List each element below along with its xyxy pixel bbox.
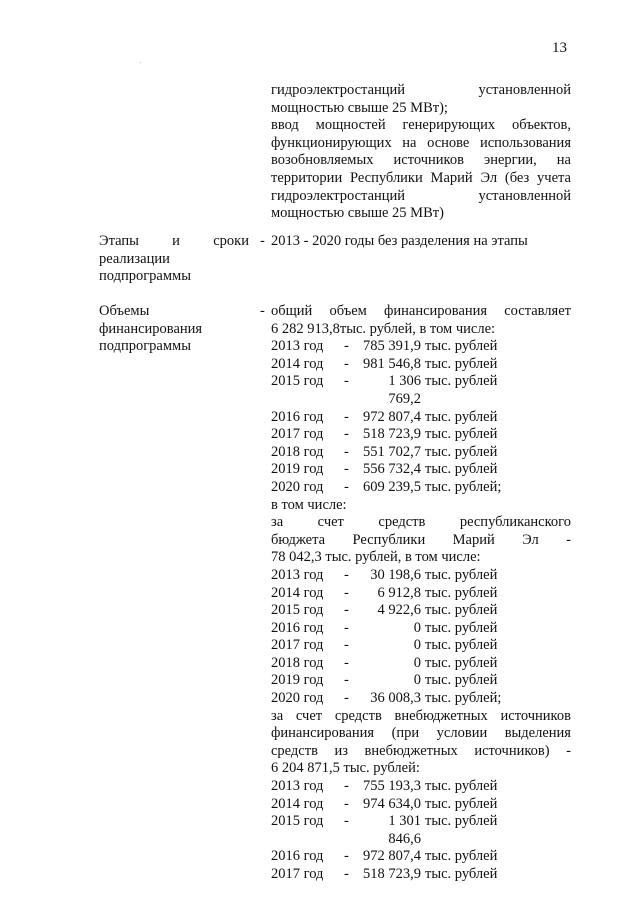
unit-cell: тыс. рублей <box>425 778 498 795</box>
year-cell: 2017 год <box>271 426 324 443</box>
year-amount-row <box>271 461 571 479</box>
amount-cell: 518 723,9 <box>363 866 421 882</box>
amount-cell: 0 <box>413 637 421 654</box>
unit-cell: тыс. рублей <box>425 566 498 583</box>
separator-cell: - <box>344 584 349 601</box>
year-amount-row <box>271 356 571 374</box>
unit-cell: тыс. рублей <box>425 338 498 355</box>
text-line <box>271 532 571 550</box>
year-cell: 2018 год <box>271 654 324 671</box>
year-amount-row <box>271 338 571 356</box>
word: Марий <box>430 169 473 186</box>
word: за <box>271 514 284 531</box>
year-cell: 2016 год <box>271 619 324 636</box>
word: выделения <box>504 725 571 742</box>
stages-dash: - <box>260 233 265 249</box>
amount-cell: 972 807,4 <box>363 408 421 425</box>
text-line <box>271 152 571 170</box>
year-cell: 2013 год <box>271 778 324 795</box>
scan-speck <box>140 62 141 63</box>
label-line: финансирования <box>99 320 203 337</box>
word: средств <box>271 742 318 759</box>
word: - <box>566 742 571 759</box>
unit-cell: тыс. рублей; <box>425 690 502 707</box>
unit-cell: тыс. рублей <box>425 654 498 671</box>
year-cell: 2015 год <box>271 373 324 390</box>
word: условии <box>436 725 488 742</box>
amount-cell: 1 306 769,2 <box>388 373 421 407</box>
year-amount-row <box>271 690 571 708</box>
year-amount-row <box>271 602 571 620</box>
year-amount-row <box>271 444 571 462</box>
year-cell: 2016 год <box>271 848 324 865</box>
unit-cell: тыс. рублей <box>425 355 498 372</box>
text-line: 6 282 913,8тыс. рублей, в том числе: <box>271 320 496 337</box>
amount-cell: 4 922,6 <box>377 602 421 619</box>
unit-cell: тыс. рублей <box>425 461 498 478</box>
year-amount-row <box>271 409 571 427</box>
amount-cell: 0 <box>413 619 421 636</box>
stages-label <box>99 233 249 286</box>
year-amount-row <box>271 373 571 408</box>
separator-cell: - <box>344 654 349 671</box>
unit-cell: тыс. рублей <box>425 619 498 636</box>
word: (без <box>504 169 530 186</box>
year-amount-row <box>271 813 571 848</box>
word: средств <box>378 514 426 531</box>
text-line <box>271 743 571 761</box>
word: на <box>556 152 571 169</box>
word: республиканского <box>459 514 571 531</box>
year-cell: 2019 год <box>271 672 324 689</box>
word: объектов, <box>512 117 571 134</box>
stages-value <box>271 233 571 251</box>
word: Этапы <box>99 233 139 249</box>
word: учета <box>537 169 571 186</box>
unit-cell: тыс. рублей <box>425 672 498 689</box>
word: (при <box>391 725 420 742</box>
year-cell: 2016 год <box>271 408 324 425</box>
text-line <box>271 514 571 532</box>
amount-cell: 1 301 846,6 <box>388 813 421 847</box>
amount-cell: 974 634,0 <box>363 795 421 812</box>
separator-cell: - <box>344 848 349 865</box>
year-cell: 2019 год <box>271 461 324 478</box>
text-line <box>271 82 571 100</box>
unit-cell: тыс. рублей <box>425 602 498 619</box>
year-cell: 2014 год <box>271 795 324 812</box>
year-amount-row <box>271 585 571 603</box>
total-year-list <box>271 338 571 496</box>
word: мощностей <box>315 117 386 134</box>
word: установленной <box>478 187 571 204</box>
year-amount-row <box>271 567 571 585</box>
word: счет <box>295 707 323 724</box>
amount-cell: 0 <box>413 672 421 689</box>
word: средств <box>334 707 382 724</box>
separator-cell: - <box>344 373 349 390</box>
year-cell: 2020 год <box>271 478 324 495</box>
financing-content <box>271 303 571 884</box>
amount-cell: 755 193,3 <box>363 778 421 795</box>
word: внебюджетных <box>394 707 488 724</box>
separator-cell: - <box>344 637 349 654</box>
extrabudget-year-list <box>271 778 571 884</box>
separator-cell: - <box>344 443 349 460</box>
unit-cell: тыс. рублей <box>425 584 498 601</box>
separator-cell: - <box>344 426 349 443</box>
year-cell: 2015 год <box>271 813 324 830</box>
separator-cell: - <box>344 338 349 355</box>
year-cell: 2014 год <box>271 584 324 601</box>
separator-cell: - <box>344 461 349 478</box>
unit-cell: тыс. рублей <box>425 637 498 654</box>
label-line: Объемы <box>99 303 150 319</box>
amount-cell: 551 702,7 <box>363 443 421 460</box>
including-line: в том числе: <box>271 496 347 513</box>
text-line: мощностью свыше 25 МВт) <box>271 205 444 222</box>
year-amount-row <box>271 655 571 673</box>
stages-value-text: 2013 - 2020 годы без разделения на этапы <box>271 233 528 249</box>
word: за <box>271 707 284 724</box>
year-amount-row <box>271 426 571 444</box>
label-line: подпрограммы <box>99 268 191 285</box>
text-line <box>271 708 571 726</box>
year-cell: 2017 год <box>271 637 324 654</box>
financing-dash: - <box>260 303 265 319</box>
text-line: 6 204 871,5 тыс. рублей: <box>271 760 420 777</box>
unit-cell: тыс. рублей <box>425 848 498 865</box>
text-line <box>271 135 571 153</box>
year-cell: 2017 год <box>271 866 324 882</box>
word: энергии, <box>483 152 537 169</box>
word: источников) <box>474 742 550 759</box>
separator-cell: - <box>344 478 349 495</box>
amount-cell: 36 008,3 <box>370 690 421 707</box>
word: возобновляемых <box>271 152 374 169</box>
text-line <box>271 117 571 135</box>
separator-cell: - <box>344 602 349 619</box>
separator-cell: - <box>344 408 349 425</box>
word: территории <box>271 169 343 186</box>
word: генерирующих <box>402 117 496 134</box>
year-amount-row <box>271 637 571 655</box>
word: счет <box>317 514 344 531</box>
year-cell: 2013 год <box>271 566 324 583</box>
word: из <box>334 742 348 759</box>
unit-cell: тыс. рублей <box>425 795 498 812</box>
label-line: подпрограммы <box>99 338 191 355</box>
word: составляет <box>504 303 571 319</box>
text-line: мощностью свыше 25 МВт); <box>271 99 448 116</box>
word: Эл <box>522 531 539 548</box>
word: бюджета <box>271 531 326 548</box>
amount-cell: 609 239,5 <box>363 478 421 495</box>
separator-cell: - <box>344 566 349 583</box>
amount-cell: 981 546,8 <box>363 355 421 372</box>
label-line: реализации <box>99 250 170 267</box>
separator-cell: - <box>344 813 349 830</box>
year-amount-row <box>271 796 571 814</box>
word: использования <box>479 134 571 151</box>
year-cell: 2018 год <box>271 443 324 460</box>
year-amount-row <box>271 620 571 638</box>
separator-cell: - <box>344 778 349 795</box>
separator-cell: - <box>344 355 349 372</box>
word: - <box>566 531 571 548</box>
year-amount-row <box>271 479 571 497</box>
amount-cell: 6 912,8 <box>377 584 421 601</box>
amount-cell: 972 807,4 <box>363 848 421 865</box>
amount-cell: 785 391,9 <box>363 338 421 355</box>
separator-cell: - <box>344 866 349 882</box>
word: внебюджетных <box>364 742 458 759</box>
unit-cell: тыс. рублей <box>425 408 498 425</box>
page-number: 13 <box>552 40 567 56</box>
year-cell: 2015 год <box>271 602 324 619</box>
word: на <box>402 134 417 151</box>
word: Эл <box>480 169 498 186</box>
word: общий <box>271 303 313 319</box>
word: источников <box>500 707 571 724</box>
word: гидроэлектростанций <box>271 187 406 204</box>
unit-cell: тыс. рублей <box>425 443 498 460</box>
word: установленной <box>478 82 571 98</box>
unit-cell: тыс. рублей <box>425 373 498 390</box>
republic-year-list <box>271 567 571 708</box>
word: Республики <box>350 169 423 186</box>
unit-cell: тыс. рублей <box>425 426 498 443</box>
year-amount-row <box>271 778 571 796</box>
separator-cell: - <box>344 690 349 707</box>
word: гидроэлектростанций <box>271 82 406 98</box>
text-line: 78 042,3 тыс. рублей, в том числе: <box>271 549 481 566</box>
word: Республики <box>352 531 426 548</box>
text-line <box>271 725 571 743</box>
year-amount-row <box>271 866 571 884</box>
word: сроки <box>213 233 249 249</box>
year-cell: 2020 год <box>271 690 324 707</box>
word: основе <box>427 134 470 151</box>
word: функционирующих <box>271 134 392 151</box>
word: источников <box>393 152 464 169</box>
amount-cell: 518 723,9 <box>363 426 421 443</box>
text-line <box>271 188 571 206</box>
word: финансирования <box>271 725 375 742</box>
word: финансирования <box>383 303 488 319</box>
text-line <box>271 303 571 321</box>
year-amount-row <box>271 848 571 866</box>
label-line <box>99 233 249 251</box>
separator-cell: - <box>344 795 349 812</box>
amount-cell: 556 732,4 <box>363 461 421 478</box>
separator-cell: - <box>344 672 349 689</box>
unit-cell: тыс. рублей <box>425 866 498 882</box>
separator-cell: - <box>344 619 349 636</box>
year-cell: 2013 год <box>271 338 324 355</box>
word: и <box>172 233 180 249</box>
text-line <box>271 170 571 188</box>
word: объем <box>329 303 367 319</box>
year-cell: 2014 год <box>271 355 324 372</box>
unit-cell: тыс. рублей <box>425 813 498 830</box>
year-amount-row <box>271 672 571 690</box>
word: ввод <box>271 117 299 134</box>
word: Марий <box>452 531 495 548</box>
financing-label <box>99 303 249 356</box>
amount-cell: 30 198,6 <box>370 566 421 583</box>
continuation-text <box>271 82 571 223</box>
unit-cell: тыс. рублей; <box>425 478 502 495</box>
amount-cell: 0 <box>413 654 421 671</box>
